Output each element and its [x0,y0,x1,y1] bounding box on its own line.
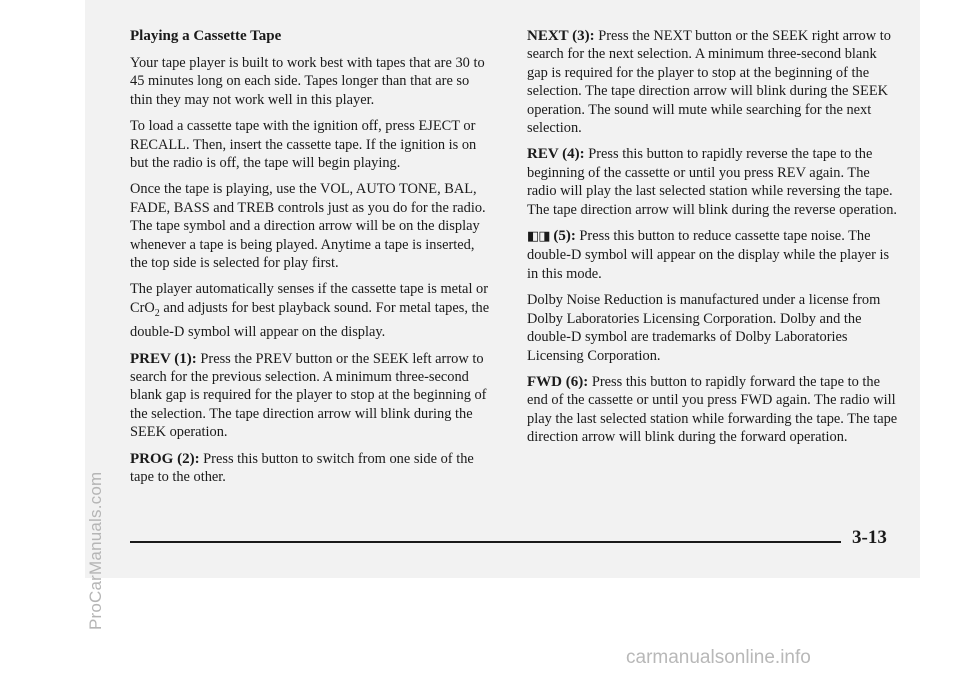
paragraph-controls: Once the tape is playing, use the VOL, AUTO TONE, BAL, FADE, BASS and TREB controls just as you do for the radio. The tape symbol and a direction arrow will be on the display whenever a tape is being played. Anytime a tape is inserted, the top side is selected for play first. [130,181,486,272]
rev-label: REV (4): [527,146,585,163]
prev-label: PREV (1): [130,350,197,367]
paragraph-tape-sensing: The player automatically senses if the cassette tape is metal or CrO$_2$ and adjusts for best playback sound. For metal tapes, the double-D symbol will appear on the display. [130,281,490,341]
bottom-watermark: carmanualsonline.info [626,647,811,668]
footer-rule [130,541,841,543]
paragraph-rev: REV (4): Press this button to rapidly reverse the tape to the beginning of the cassette or until you press REV again. The radio will play the last selected station while reversing the tape. The tape direction arrow will blink during the reverse operation. [527,146,898,218]
paragraph-next: NEXT (3): Press the NEXT button or the SEEK right arrow to search for the next selection. A minimum three-second blank gap is required for the player to stop at the beginning of the selection. The tape direction arrow will blink during the SEEK operation. The sound will mute while searching for the next selection. [527,28,891,137]
section-heading: Playing a Cassette Tape [130,28,282,44]
paragraph-prev: PREV (1): Press the PREV button or the SEEK left arrow to search for the previous selection. A minimum three-second blank gap is required for the player to stop at the beginning of the selection. The tape direction arrow will blink during the SEEK operation. [130,350,487,441]
fwd-label: FWD (6): [527,373,589,390]
left-column [130,27,492,494]
prog-label: PROG (2): [130,450,200,467]
paragraph-dolby-button: ◧◨ (5): Press this button to reduce cassette tape noise. The double-D symbol will appear on the display while the player is in this mode. [527,228,890,282]
paragraph-tape-length: Your tape player is built to work best with tapes that are 30 to 45 minutes long on each side. Tapes longer than that are so thin they may not work well in this player. [130,55,485,108]
double-d-icon: ◧◨ [527,229,550,245]
paragraph-dolby-license: Dolby Noise Reduction is manufactured under a license from Dolby Laboratories Licensing Corporation. Dolby and the double-D symbol are trademarks of Dolby Laboratories Licensing Corporation. [527,292,881,364]
dolby-label: ◧◨ (5): [527,228,576,245]
paragraph-fwd: FWD (6): Press this button to rapidly forward the tape to the end of the cassette or until you press FWD again. The radio will play the last selected station while forwarding the tape. The tape direction arrow will blink during the forward operation. [527,373,898,446]
next-label: NEXT (3): [527,28,595,44]
paragraph-load-tape: To load a cassette tape with the ignition off, press EJECT or RECALL. Then, insert the cassette tape. If the ignition is on but the radio is off, the tape will begin playing. [130,118,477,172]
paragraph-prog: PROG (2): Press this button to switch from one side of the tape to the other. [130,450,474,485]
right-column [527,27,899,455]
page-number: 3-13 [852,527,887,548]
side-watermark: ProCarManuals.com [86,471,105,630]
